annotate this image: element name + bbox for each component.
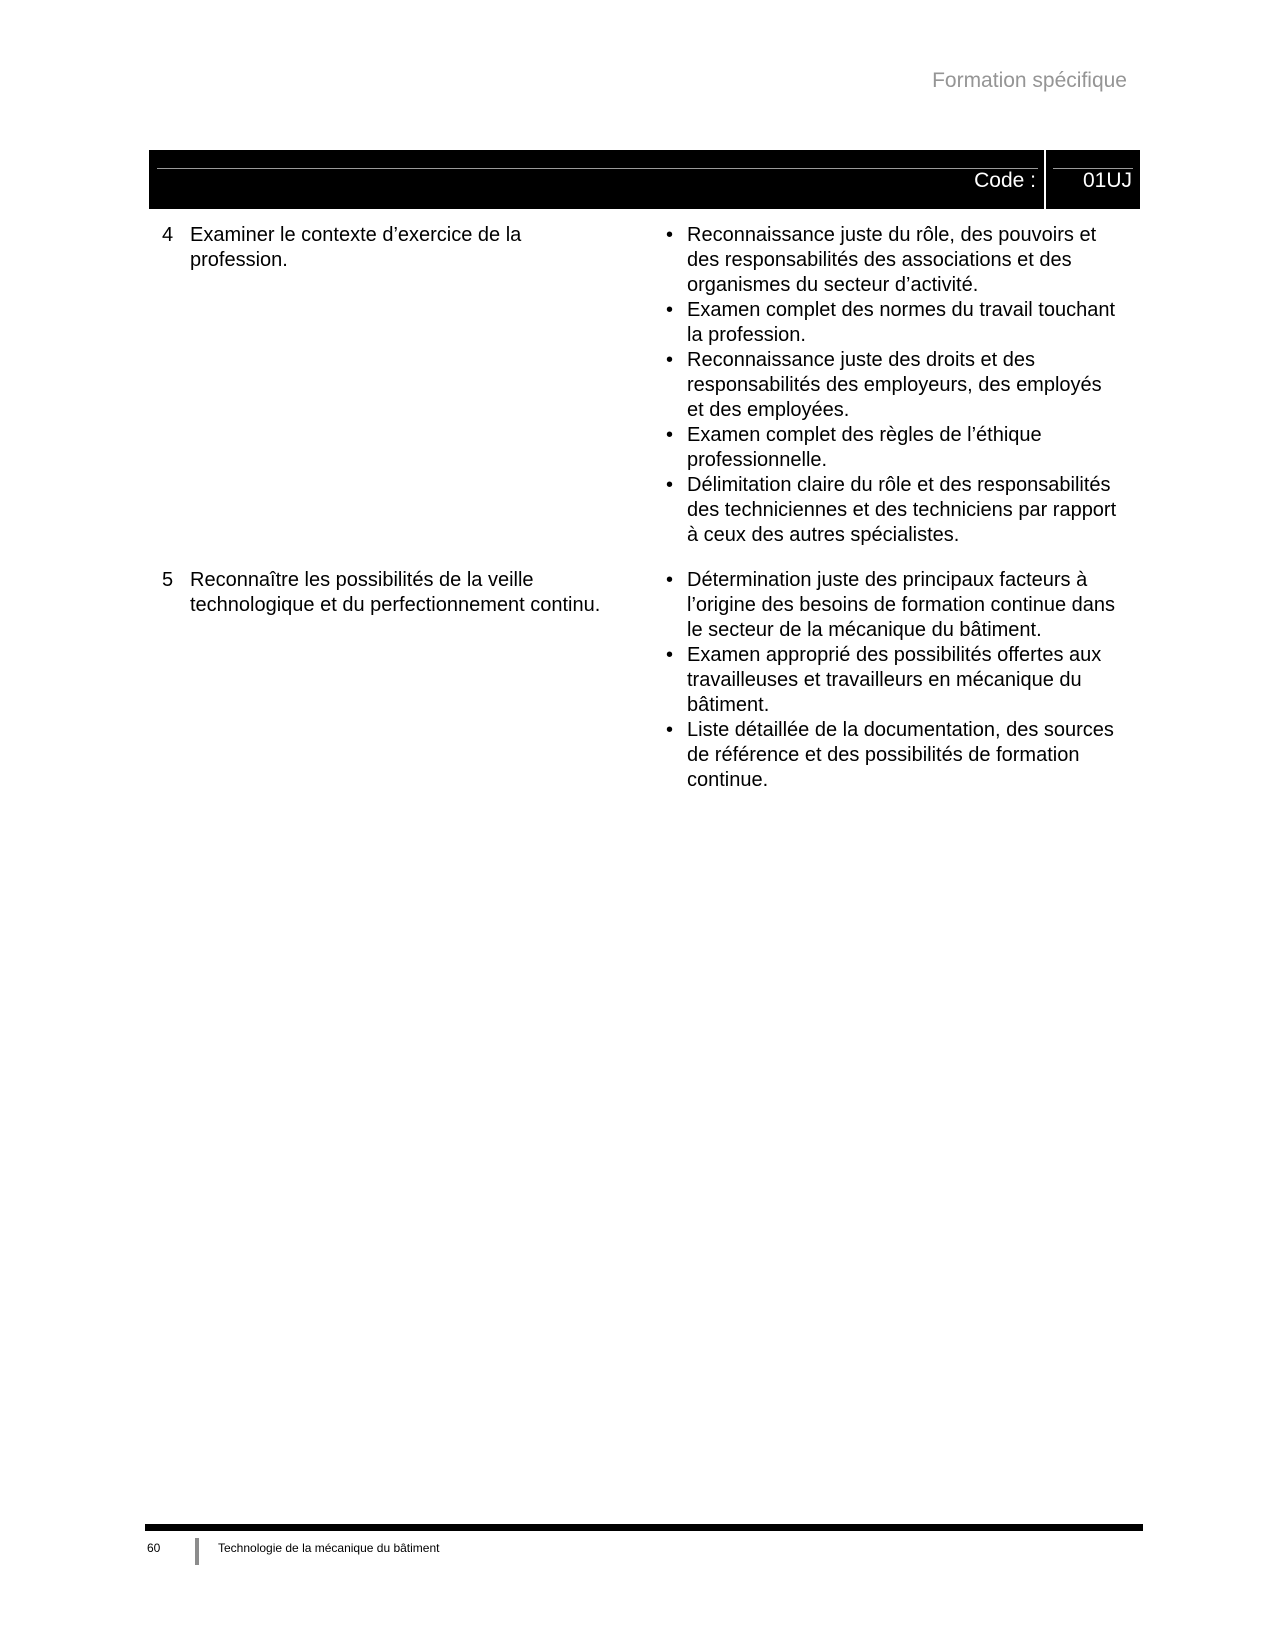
objective-cell	[162, 568, 665, 618]
criterion-item	[665, 718, 1118, 793]
bullet-icon: •	[666, 424, 674, 446]
objective-number: 5	[162, 569, 174, 591]
code-label: Code :	[974, 169, 1036, 192]
criterion-text: Examen complet des règles de l’éthique professionnelle.	[687, 424, 1042, 471]
bullet-icon: •	[666, 349, 674, 371]
criterion-text: Reconnaissance juste des droits et des responsabilités des employeurs, des employés et des employées.	[687, 349, 1102, 421]
table-row	[162, 223, 1118, 548]
criteria-list	[665, 223, 1118, 548]
bullet-icon: •	[666, 719, 674, 741]
criterion-item	[665, 568, 1118, 643]
criterion-text: Examen complet des normes du travail touchant la profession.	[687, 299, 1115, 346]
criterion-item	[665, 423, 1118, 473]
bullet-icon: •	[666, 569, 674, 591]
bullet-icon: •	[666, 224, 674, 246]
objective-cell	[162, 223, 665, 273]
running-header: Formation spécifique	[932, 69, 1127, 92]
objective-text: Reconnaître les possibilités de la veille technologique et du perfectionnement continu.	[190, 569, 601, 616]
criterion-text: Liste détaillée de la documentation, des sources de référence et des possibilités de formation continue.	[687, 719, 1114, 791]
criterion-text: Détermination juste des principaux facteurs à l’origine des besoins de formation continue dans le secteur de la mécanique du bâtiment.	[687, 569, 1116, 641]
criterion-item	[665, 223, 1118, 298]
page-number: 60	[147, 1541, 161, 1555]
criterion-text: Délimitation claire du rôle et des responsabilités des techniciennes et des techniciens par rapport à ceux des autres spécialistes.	[687, 474, 1117, 546]
bullet-icon: •	[666, 474, 674, 496]
objective-text: Examiner le contexte d’exercice de la profession.	[190, 224, 522, 271]
criteria-cell	[665, 568, 1118, 793]
objective-number: 4	[162, 224, 174, 246]
table-row	[162, 568, 1118, 793]
code-header-bar	[149, 150, 1140, 209]
bullet-icon: •	[666, 299, 674, 321]
code-value: 01UJ	[1082, 169, 1132, 192]
criterion-item	[665, 643, 1118, 718]
criteria-cell	[665, 223, 1118, 548]
footer-divider-bar	[195, 1538, 199, 1565]
criterion-item	[665, 298, 1118, 348]
footer-document-title: Technologie de la mécanique du bâtiment	[218, 1541, 440, 1555]
criterion-item	[665, 473, 1118, 548]
criterion-item	[665, 348, 1118, 423]
objectives-table	[162, 223, 1118, 813]
criterion-text: Reconnaissance juste du rôle, des pouvoirs et des responsabilités des associations et des organismes du secteur d’activité.	[687, 224, 1097, 296]
bullet-icon: •	[666, 644, 674, 666]
criterion-text: Examen approprié des possibilités offertes aux travailleuses et travailleurs en mécanique du bâtiment.	[687, 644, 1102, 716]
criteria-list	[665, 568, 1118, 793]
footer-rule	[145, 1524, 1143, 1531]
